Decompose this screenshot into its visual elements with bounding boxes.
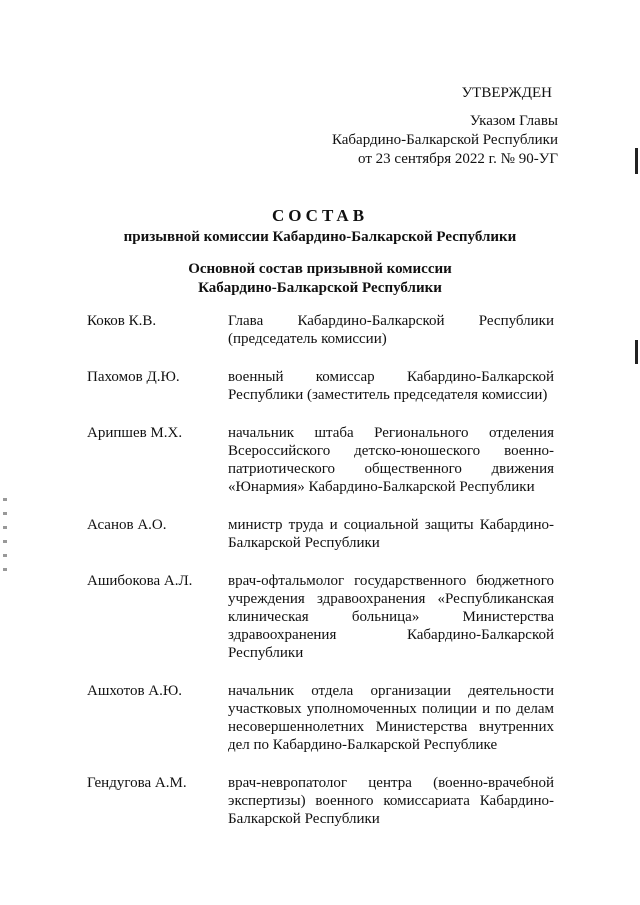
scan-margin-marks — [3, 498, 7, 582]
member-role: министр труда и социальной защиты Кабардино-Балкарской Республики — [228, 517, 554, 551]
member-entry — [0, 572, 640, 662]
member-name: Ашхотов А.Ю. — [87, 683, 183, 699]
approval-block — [332, 84, 558, 169]
member-entry — [0, 774, 640, 828]
members-list — [0, 312, 640, 848]
member-role: Глава Кабардино-Балкарской Республики (председатель комиссии) — [228, 313, 554, 347]
approval-stamp-text: УТВЕРЖДЕН — [461, 85, 552, 101]
approval-line: Кабардино-Балкарской Республики — [331, 132, 558, 148]
member-role: начальник штаба Регионального отделения Всероссийского детско-юношеского военно-патриотического общественного движения «Юнармия» Кабардино-Балкарской Республики — [228, 425, 554, 495]
member-entry — [0, 516, 640, 552]
member-name: Коков К.В. — [87, 313, 157, 329]
approval-line: от 23 сентября 2022 г. № 90-УГ — [358, 151, 558, 167]
section-heading-line: Основной состав призывной комиссии — [188, 261, 452, 277]
document-heading — [0, 205, 640, 247]
document-subtitle: призывной комиссии Кабардино-Балкарской Республики — [123, 229, 517, 245]
member-role: врач-офтальмолог государственного бюджетного учреждения здравоохранения «Республиканская клиническая больница» Министерства здравоохранения Кабардино-Балкарской Республики — [228, 573, 554, 661]
scan-edge-mark — [635, 148, 638, 174]
member-role: военный комиссар Кабардино-Балкарской Республики (заместитель председателя комиссии) — [228, 369, 554, 403]
member-name: Ашибокова А.Л. — [87, 573, 193, 589]
member-name: Гендугова А.М. — [87, 775, 187, 791]
document-title: СОСТАВ — [271, 206, 369, 225]
member-entry — [0, 368, 640, 404]
section-heading — [0, 260, 640, 298]
member-name: Арипшев М.Х. — [87, 425, 183, 441]
member-entry — [0, 682, 640, 754]
section-heading-line: Кабардино-Балкарской Республики — [198, 280, 442, 296]
member-entry — [0, 424, 640, 496]
member-entry — [0, 312, 640, 348]
scan-edge-mark — [635, 340, 638, 364]
member-name: Пахомов Д.Ю. — [87, 369, 180, 385]
approval-line: Указом Главы — [469, 113, 558, 129]
member-role: врач-невропатолог центра (военно-врачебной экспертизы) военного комиссариата Кабардино-Балкарской Республики — [228, 775, 554, 827]
member-role: начальник отдела организации деятельности участковых уполномоченных полиции и по делам несовершеннолетних Министерства внутренних дел по Кабардино-Балкарской Республике — [228, 683, 554, 753]
member-name: Асанов А.О. — [87, 517, 167, 533]
